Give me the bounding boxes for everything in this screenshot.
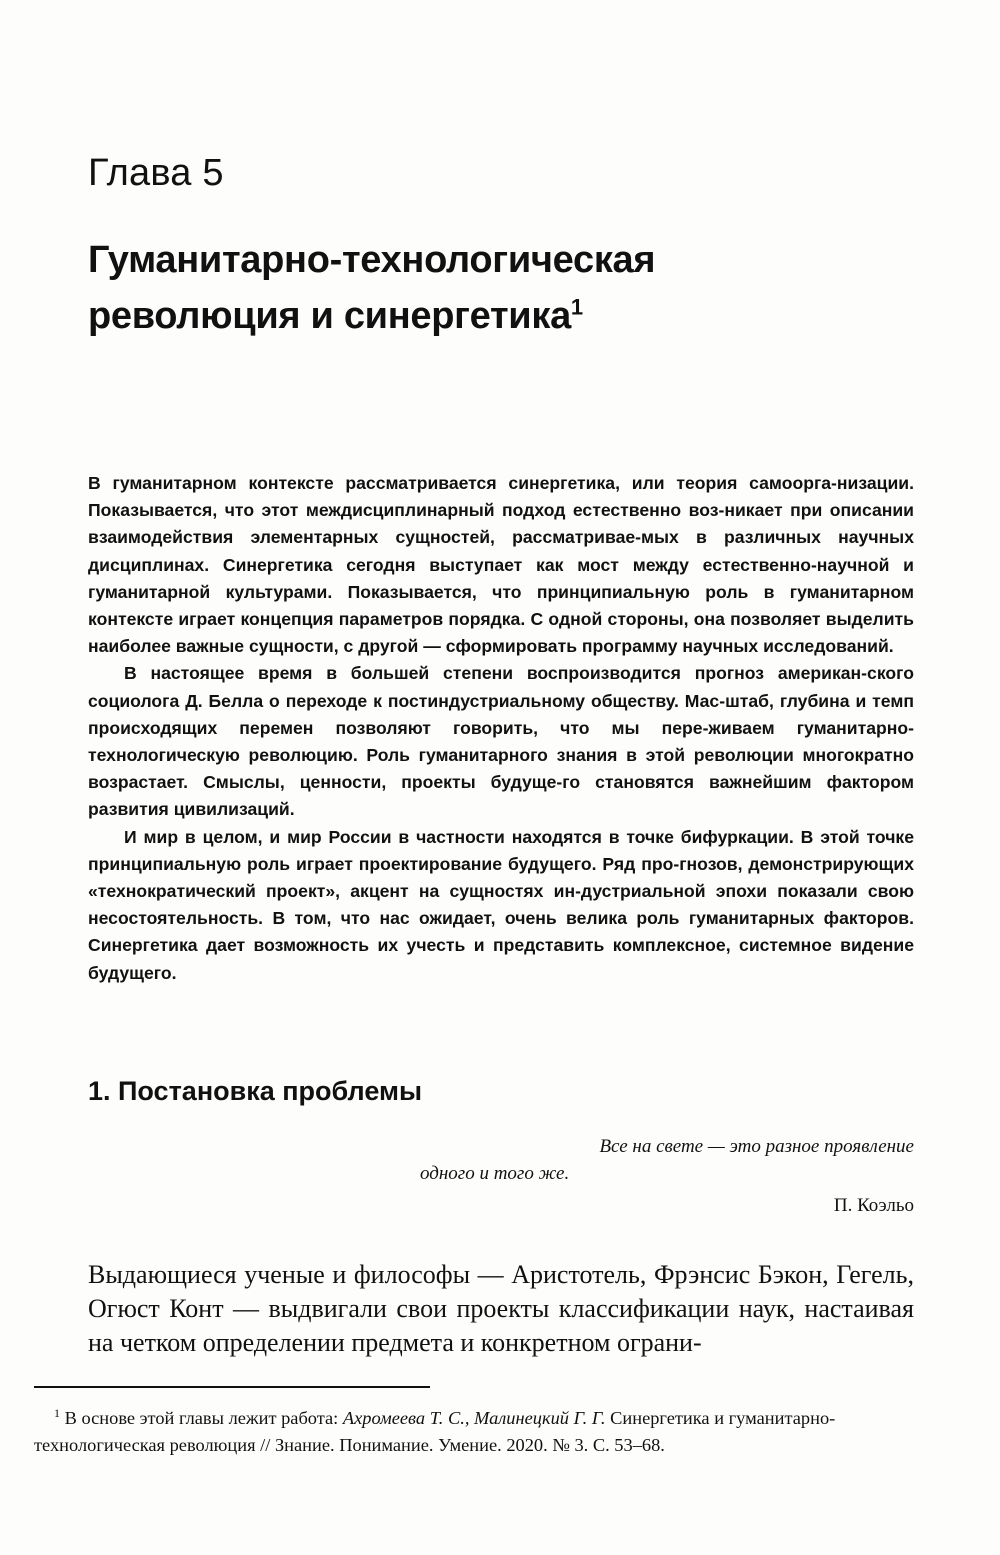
footnote bbox=[34, 1400, 914, 1458]
epigraph bbox=[420, 1133, 914, 1187]
footnote-divider bbox=[34, 1386, 430, 1388]
footnote-prefix: В основе этой главы лежит работа: bbox=[64, 1408, 343, 1429]
chapter-abstract bbox=[88, 470, 914, 987]
chapter-title-line1: Гуманитарно-технологическая bbox=[88, 239, 656, 281]
footnote-mark: 1 bbox=[54, 1406, 60, 1420]
body-paragraph-text: Выдающиеся ученые и философы — Аристотель, Фрэнсис Бэкон, Гегель, Огюст Конт — выдвигали свои проекты классификации наук, настаивая на четком определении предмета и конкретном ограни- bbox=[88, 1260, 914, 1357]
chapter-title-line2: революция и синергетика bbox=[88, 295, 571, 337]
section-heading: 1. Постановка проблемы bbox=[88, 1076, 423, 1106]
epigraph-author: П. Коэльо bbox=[833, 1195, 914, 1216]
epigraph-line-2: одного и того же. bbox=[420, 1163, 570, 1184]
body-paragraph bbox=[88, 1258, 914, 1360]
footnote-authors: Ахромеева Т. С., Малинецкий Г. Г. bbox=[342, 1408, 606, 1429]
title-footnote-mark: 1 bbox=[570, 294, 583, 320]
chapter-label: Глава 5 bbox=[88, 152, 224, 194]
abstract-paragraph-1: В гуманитарном контексте рассматривается синергетика, или теория самоорга-низации. Показывается, что этот междисциплинарный подход естественно воз-никает при описании взаимодействия элементарных сущностей, рассматривае-мых в различных научных дисциплинах. Синергетика сегодня выступает как мост между естественно-научной и гуманитарной культурами. Показывается, что принципиальную роль в гуманитарном контексте играет концепция параметров порядка. С одной стороны, она позволяет выделить наиболее важные сущности, с другой — сформировать программу научных исследований. bbox=[88, 473, 914, 657]
abstract-paragraph-3: И мир в целом, и мир России в частности находятся в точке бифуркации. В этой точке принципиальную роль играет проектирование будущего. Ряд про-гнозов, демонстрирующих «технократический проект», акцент на сущностях ин-дустриальной эпохи показали свою несостоятельность. В том, что нас ожидает, очень велика роль гуманитарных факторов. Синергетика дает возможность их учесть и представить комплексное, системное видение будущего. bbox=[88, 826, 914, 983]
abstract-paragraph-2: В настоящее время в большей степени воспроизводится прогноз американ-ского социолога Д. Белла о переходе к постиндустриальному обществу. Мас-штаб, глубина и темп происходящих перемен позволяют говорить, что мы пере-живаем гуманитарно-технологическую революцию. Роль гуманитарного знания в этой революции многократно возрастает. Смыслы, ценности, проекты будуще-го становятся важнейшим фактором развития цивилизаций. bbox=[88, 663, 914, 820]
chapter-title bbox=[88, 232, 908, 344]
epigraph-line-1: Все на свете — это разное проявление bbox=[599, 1136, 914, 1157]
footnote-rest: Синергетика и гуманитарно-технологическая революция // Знание. Понимание. Умение. 2020. № 3. С. 53–68. bbox=[34, 1408, 836, 1455]
